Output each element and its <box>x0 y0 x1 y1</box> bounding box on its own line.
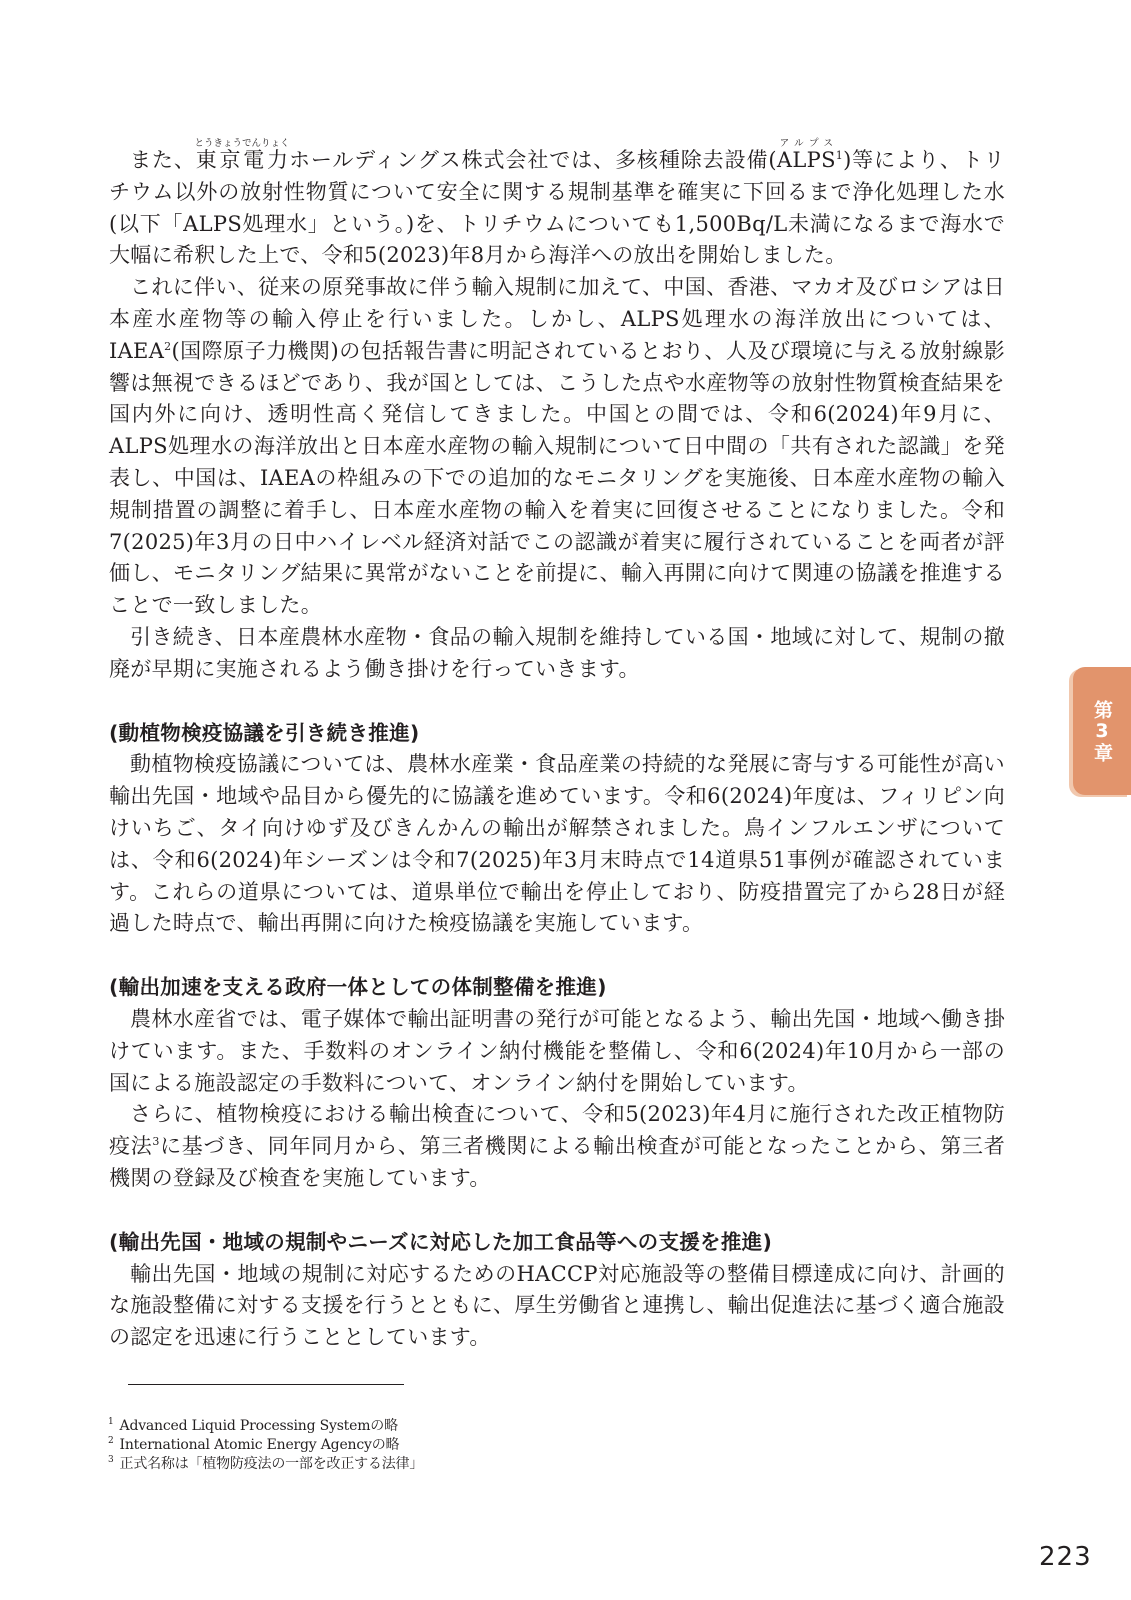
paragraph-plant-inspection: さらに、植物検疫における輸出検査について、令和5(2023)年4月に施行された改正植物防疫法$^3$に基づき、同年同月から、第三者機関による輸出検査が可能となったことから、第三者機関の登録及び検査を実施しています。 <box>109 1102 1006 1190</box>
paragraph-alps-release: また、東京電力とうきょうでんりょくホールディングス株式会社では、多核種除去設備(ALPSアルプス$^1$)等により、トリチウム以外の放射性物質について安全に関する規制基準を確実に下回るまで浄化処理した水(以下「ALPS処理水」という。)を、トリチウムについても1,500Bq/L未満になるまで海水で大幅に希釈した上で、令和5(2023)年8月から海洋への放出を開始しました。 <box>109 138 1005 268</box>
section-heading-quarantine: (動植物検疫協議を引き続き推進) <box>109 720 420 745</box>
chapter-tab[interactable] <box>1073 667 1131 795</box>
footnote-ref-1[interactable]: 1 <box>835 149 844 162</box>
footnote-ref-3[interactable]: 3 <box>152 1135 160 1149</box>
paragraph-haccp: 輸出先国・地域の規制に対応するためのHACCP対応施設等の整備目標達成に向け、計画的な施設整備に対する支援を行うとともに、厚生労働省と連携し、輸出促進法に基づく適合施設の認定を迅速に行うこととしています。 <box>109 1261 1005 1350</box>
footnote-item: $^2$ International Atomic Energy Agencyの略 <box>108 1436 400 1453</box>
ruby-tokyo-electric: 東京電力とうきょうでんりょく <box>194 138 290 172</box>
chapter-tab-label: 第3章 <box>1091 699 1113 763</box>
footnotes <box>108 1417 708 1474</box>
paragraph-import-restrictions: これに伴い、従来の原発事故に伴う輸入規制に加えて、中国、香港、マカオ及びロシアは日本産水産物等の輸入停止を行いました。しかし、ALPS処理水の海洋放出については、IAEA$^2$(国際原子力機関)の包括報告書に明記されているとおり、人及び環境に与える放射線影響は無視できるほどであり、我が国としては、こうした点や水産物等の放射性物質検査結果を国内外に向け、透明性高く発信してきました。中国との間では、令和6(2024)年9月に、ALPS処理水の海洋放出と日本産水産物の輸入規制について日中間の「共有された認識」を発表し、中国は、IAEAの枠組みの下での追加的なモニタリングを実施後、日本産水産物の輸入規制措置の調整に着手し、日本産水産物の輸入を着実に回復させることになりました。令和7(2025)年3月の日中ハイレベル経済対話でこの認識が着実に履行されていることを両者が評価し、モニタリング結果に異常がないことを前提に、輸入再開に向けて関連の協議を推進することで一致しました。 <box>109 275 1005 618</box>
main-content <box>109 138 1005 1354</box>
page-number: 223 <box>1039 1542 1092 1572</box>
footnote-item: $^3$ 正式名称は「植物防疫法の一部を改正する法律」 <box>108 1455 424 1472</box>
section-heading-processed-food: (輸出先国・地域の規制やニーズに対応した加工食品等への支援を推進) <box>109 1229 773 1254</box>
ruby-alps: ALPSアルプス <box>776 138 836 172</box>
paragraph-continued-efforts: 引き続き、日本産農林水産物・食品の輸入規制を維持している国・地域に対して、規制の撤廃が早期に実施されるよう働き掛けを行っていきます。 <box>109 624 1005 681</box>
footnote-ref-2[interactable]: 2 <box>164 339 172 353</box>
paragraph-quarantine: 動植物検疫協議については、農林水産業・食品産業の持続的な発展に寄与する可能性が高い輸出先国・地域や品目から優先的に協議を進めています。令和6(2024)年度は、フィリピン向けいちご、タイ向けゆず及びきんかんの輸出が解禁されました。鳥インフルエンザについては、令和6(2024)年シーズンは令和7(2025)年3月末時点で14道県51事例が確認されています。これらの道県については、道県単位で輸出を停止しており、防疫措置完了から28日が経過した時点で、輸出再開に向けた検疫協議を実施しています。 <box>109 752 1005 936</box>
section-heading-government: (輸出加速を支える政府一体としての体制整備を推進) <box>109 975 607 1000</box>
paragraph-e-certificates: 農林水産省では、電子媒体で輸出証明書の発行が可能となるよう、輸出先国・地域へ働き掛けています。また、手数料のオンライン納付機能を整備し、令和6(2024)年10月から一部の国による施設認定の手数料について、オンライン納付を開始しています。 <box>109 1006 1005 1095</box>
footnote-item: $^1$ Advanced Liquid Processing Systemの略 <box>108 1417 398 1434</box>
footnote-divider <box>128 1384 404 1385</box>
